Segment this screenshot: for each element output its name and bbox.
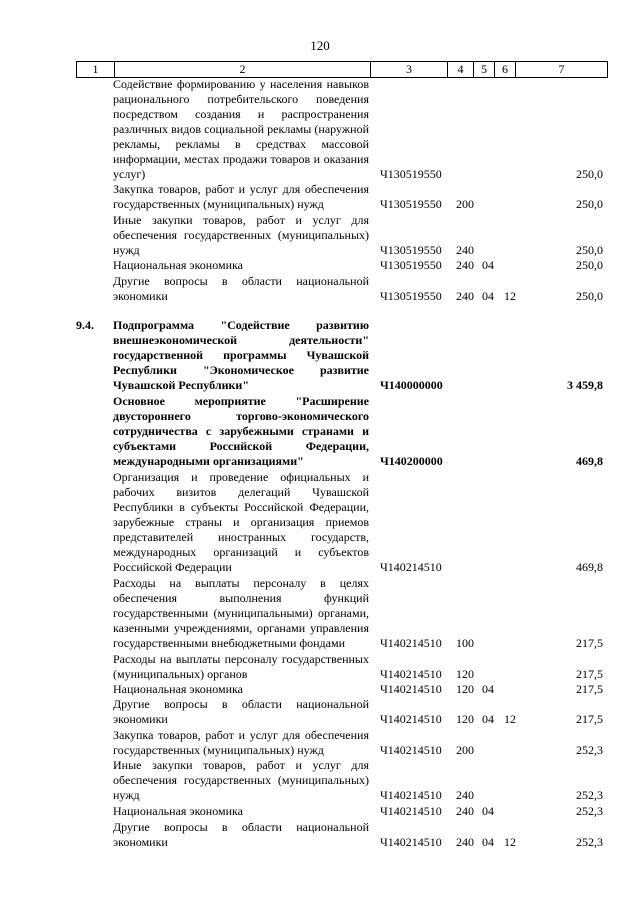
row-number: 9.4. (76, 318, 94, 332)
row-c4: 120 (456, 712, 474, 726)
row-code: Ч140214510 (380, 682, 442, 696)
row-code: Ч130519550 (380, 289, 442, 303)
row-code: Ч140000000 (380, 378, 443, 392)
row-code: Ч130519550 (380, 243, 442, 257)
row-text: Национальная экономика (113, 804, 243, 818)
row-text: Закупка товаров, работ и услуг для обеспечения государственных (муниципальных) нужд (113, 182, 369, 211)
row-c4: 120 (456, 667, 474, 681)
row-c4: 120 (456, 682, 474, 696)
row-c5: 04 (482, 258, 494, 272)
col-1-header: 1 (77, 62, 115, 78)
row-amount: 469,8 (576, 560, 603, 574)
row-c4: 240 (456, 804, 474, 818)
row-code: Ч140214510 (380, 667, 442, 681)
row-c4: 200 (456, 743, 474, 757)
row-c4: 240 (456, 258, 474, 272)
row-code: Ч140214510 (380, 560, 442, 574)
row-code: Ч130519550 (380, 258, 442, 272)
column-header-row (76, 61, 608, 78)
row-code: Ч140214510 (380, 712, 442, 726)
row-text: Организация и проведение официальных и рабочих визитов делегаций Чувашской Республики в субъекты Российской Федерации, зарубежные страны и организация приемов представителей иностранных государств, международных организаций и субъектов Российской Федерации (113, 470, 369, 574)
row-c4: 240 (456, 289, 474, 303)
row-text: Другие вопросы в области национальной экономики (113, 697, 369, 726)
row-c6: 12 (504, 289, 516, 303)
row-c4: 100 (456, 636, 474, 650)
row-code: Ч140214510 (380, 804, 442, 818)
row-code: Ч130519550 (380, 197, 442, 211)
row-text: Расходы на выплаты персоналу в целях обеспечения выполнения функций государственными (муниципальными) органами, казенными учреждениями, органами управления государственными внебюджетными фондами (113, 576, 369, 650)
row-amount: 250,0 (576, 197, 603, 211)
col-3-header: 3 (371, 62, 448, 78)
row-amount: 250,0 (576, 243, 603, 257)
row-c5: 04 (482, 682, 494, 696)
row-c5: 04 (482, 804, 494, 818)
row-c6: 12 (504, 835, 516, 849)
row-amount: 217,5 (576, 636, 603, 650)
row-text: Иные закупки товаров, работ и услуг для обеспечения государственных (муниципальных) нужд (113, 213, 369, 257)
row-code: Ч140214510 (380, 835, 442, 849)
col-5-header: 5 (474, 62, 495, 78)
row-amount: 3 459,8 (567, 378, 603, 392)
row-amount: 252,3 (576, 804, 603, 818)
row-text: Основное мероприятие "Расширение двустороннего торгово-экономического сотрудничества с зарубежными странами и субъектами Российской Федерации, международными организациями" (113, 394, 369, 468)
col-7-header: 7 (516, 62, 608, 78)
row-text: Закупка товаров, работ и услуг для обеспечения государственных (муниципальных) нужд (113, 728, 369, 757)
row-c4: 240 (456, 835, 474, 849)
row-amount: 252,3 (576, 743, 603, 757)
row-amount: 252,3 (576, 835, 603, 849)
row-code: Ч140214510 (380, 636, 442, 650)
row-c5: 04 (482, 835, 494, 849)
row-c4: 200 (456, 197, 474, 211)
row-amount: 217,5 (576, 667, 603, 681)
col-6-header: 6 (495, 62, 516, 78)
row-amount: 469,8 (576, 454, 603, 468)
row-text: Иные закупки товаров, работ и услуг для обеспечения государственных (муниципальных) нужд (113, 758, 369, 802)
row-c4: 240 (456, 243, 474, 257)
row-amount: 250,0 (576, 167, 603, 181)
row-code: Ч140214510 (380, 743, 442, 757)
row-code: Ч130519550 (380, 167, 442, 181)
row-text: Национальная экономика (113, 682, 243, 696)
row-code: Ч140214510 (380, 788, 442, 802)
row-amount: 217,5 (576, 712, 603, 726)
row-c6: 12 (504, 712, 516, 726)
row-text: Другие вопросы в области национальной экономики (113, 274, 369, 303)
col-4-header: 4 (448, 62, 474, 78)
row-amount: 252,3 (576, 788, 603, 802)
row-c5: 04 (482, 712, 494, 726)
row-text: Подпрограмма "Содействие развитию внешнеэкономической деятельности" государственной программы Чувашской Республики "Экономическое развитие Чувашской Республики" (113, 318, 369, 392)
row-text: Содействие формированию у населения навыков рационального потребительского поведения посредством создания и распространения различных видов социальной рекламы (наружной рекламы, рекламы в средствах массовой информации, местах продажи товаров и оказания услуг) (113, 77, 369, 181)
row-amount: 217,5 (576, 682, 603, 696)
row-text: Расходы на выплаты персоналу государственных (муниципальных) органов (113, 652, 369, 681)
page-number: 120 (310, 38, 330, 53)
row-code: Ч140200000 (380, 454, 443, 468)
row-c5: 04 (482, 289, 494, 303)
row-text: Национальная экономика (113, 258, 243, 272)
row-amount: 250,0 (576, 258, 603, 272)
row-c4: 240 (456, 788, 474, 802)
col-2-header: 2 (115, 62, 371, 78)
row-amount: 250,0 (576, 289, 603, 303)
row-text: Другие вопросы в области национальной экономики (113, 820, 369, 849)
